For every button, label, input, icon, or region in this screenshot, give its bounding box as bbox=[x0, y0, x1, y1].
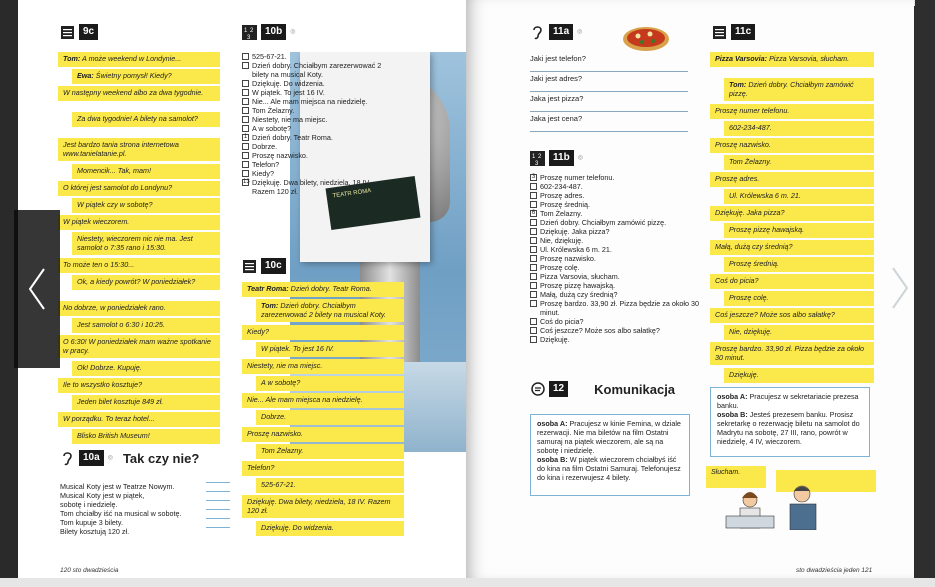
line-text: Dziękuję. bbox=[729, 370, 759, 379]
number-box[interactable] bbox=[530, 327, 537, 334]
dialogue-line bbox=[72, 198, 220, 213]
number-box[interactable] bbox=[530, 282, 537, 289]
line-text: Coś do picia? bbox=[715, 276, 759, 285]
dialogue-line bbox=[58, 138, 220, 161]
speech-text: Słucham. bbox=[711, 469, 741, 476]
item-text: 602-234-487. bbox=[540, 182, 583, 191]
list-item bbox=[530, 263, 700, 272]
item-text: Dobrze. bbox=[252, 142, 278, 151]
dialogue-line bbox=[72, 318, 220, 333]
dialogue-line bbox=[242, 495, 404, 518]
list-item bbox=[530, 317, 700, 326]
line-text: Ok, a kiedy powrót? W poniedziałek? bbox=[77, 277, 196, 286]
list-item bbox=[530, 191, 700, 200]
line-text: Ok! Dobrze. Kupuję. bbox=[77, 363, 142, 372]
dialogue-line bbox=[72, 275, 220, 290]
chevron-right-icon bbox=[889, 265, 911, 311]
ordering-list-10b bbox=[242, 52, 392, 196]
line-text: Dziękuję. Do widzenia. bbox=[261, 523, 334, 532]
list-item bbox=[530, 218, 700, 227]
dialogue-line bbox=[72, 112, 220, 127]
number-box[interactable] bbox=[242, 53, 249, 60]
statement-text: Musical Koty jest w Teatrze Nowym. bbox=[60, 482, 175, 491]
number-box[interactable] bbox=[530, 246, 537, 253]
statement-text: Tom chciałby iść na musical w sobotę. bbox=[60, 509, 182, 518]
question-row[interactable]: Jaka jest pizza? bbox=[530, 92, 688, 112]
chevron-left-icon bbox=[26, 266, 48, 312]
line-text: Jest samolot o 6:30 i 10:25. bbox=[77, 320, 165, 329]
section-number: 11b bbox=[549, 150, 574, 166]
line-text: Nie, dziękuję. bbox=[729, 327, 773, 336]
section-10c-header bbox=[242, 258, 286, 274]
number-box[interactable]: 1 bbox=[243, 134, 248, 140]
list-item bbox=[242, 142, 392, 151]
number-box[interactable]: 13 bbox=[243, 179, 250, 185]
speaker-label: Tom: bbox=[729, 80, 747, 89]
line-text: Jest bardzo tania strona internetowa www.tanielatanie.pl. bbox=[63, 140, 179, 158]
dialogue-line bbox=[710, 342, 874, 365]
list-item bbox=[242, 106, 392, 115]
dialogue-line bbox=[242, 427, 404, 442]
section-11c-header bbox=[712, 24, 755, 40]
dialogue-line bbox=[710, 138, 874, 153]
question-row[interactable]: Jaka jest cena? bbox=[530, 112, 688, 132]
prev-page-button[interactable] bbox=[14, 210, 60, 368]
number-box[interactable] bbox=[242, 125, 249, 132]
svg-text:1: 1 bbox=[532, 153, 536, 160]
line-text: Niestety, wieczorem nic nie ma. Jest samolot o 7:35 rano i 15:30. bbox=[77, 234, 193, 252]
line-text: Małą, dużą czy średnią? bbox=[715, 242, 793, 251]
viewer-bottom-strip bbox=[0, 578, 935, 587]
list-item bbox=[530, 272, 700, 281]
section-number: 11a bbox=[549, 24, 573, 40]
dialogue-line bbox=[72, 361, 220, 376]
number-box[interactable] bbox=[530, 300, 537, 307]
section-10a-header bbox=[60, 450, 199, 466]
dialogue-line bbox=[72, 429, 220, 444]
section-number: 9c bbox=[79, 24, 98, 40]
dialogue-line bbox=[710, 104, 874, 119]
list-item bbox=[242, 61, 392, 79]
section-number: 12 bbox=[549, 381, 568, 397]
dialogue-line bbox=[58, 52, 220, 67]
section-12-header bbox=[530, 381, 675, 397]
pizza-image bbox=[622, 22, 670, 52]
number-box[interactable]: 6 bbox=[531, 210, 536, 216]
number-box[interactable] bbox=[242, 62, 249, 69]
role-card-b bbox=[710, 387, 870, 457]
list-item bbox=[530, 254, 700, 263]
item-text: Proszę numer telefonu. bbox=[540, 173, 615, 182]
item-text: Proszę adres. bbox=[540, 191, 585, 200]
line-text: Dzień dobry. Teatr Roma. bbox=[290, 284, 372, 293]
line-text: Dzień dobry. Chciałbym zarezerwować 2 bilety na musical Koty. bbox=[261, 301, 386, 319]
number-box[interactable] bbox=[530, 201, 537, 208]
statement-item bbox=[60, 482, 230, 491]
dialogue-line bbox=[724, 121, 874, 136]
line-text: Ile to wszystko kosztuje? bbox=[63, 380, 143, 389]
dialogue-line bbox=[710, 240, 874, 255]
line-text: Za dwa tygodnie! A bilety na samolot? bbox=[77, 114, 198, 123]
line-text: Coś jeszcze? Może sos albo sałatkę? bbox=[715, 310, 835, 319]
number-box[interactable] bbox=[242, 116, 249, 123]
item-text: Dziękuję. Jaka pizza? bbox=[540, 227, 610, 236]
item-text: A w sobotę? bbox=[252, 124, 292, 133]
statement-item bbox=[60, 491, 230, 500]
item-text: Tom Żelazny. bbox=[252, 106, 295, 115]
list-item bbox=[530, 326, 700, 335]
number-box[interactable]: 3 bbox=[531, 174, 536, 180]
numbering-icon bbox=[242, 25, 257, 40]
line-text: Proszę średnią. bbox=[729, 259, 779, 268]
dialogue-line bbox=[58, 181, 220, 196]
dialogue-line bbox=[242, 282, 404, 297]
item-text: Proszę średnią. bbox=[540, 200, 590, 209]
number-box[interactable] bbox=[530, 255, 537, 262]
line-text: Dobrze. bbox=[261, 412, 287, 421]
number-box[interactable] bbox=[242, 107, 249, 114]
true-false-list bbox=[60, 482, 230, 536]
line-text: Jeden bilet kosztuje 849 zł. bbox=[77, 397, 164, 406]
text-icon bbox=[712, 25, 727, 40]
line-text: Proszę colę. bbox=[729, 293, 769, 302]
statement-item bbox=[60, 518, 230, 527]
answer-line[interactable] bbox=[206, 527, 230, 528]
list-item bbox=[530, 290, 700, 299]
item-text: Tom Żelazny. bbox=[540, 209, 583, 218]
answer-line[interactable] bbox=[206, 509, 230, 510]
text-icon bbox=[242, 259, 257, 274]
text-icon bbox=[60, 25, 75, 40]
dialogue-line bbox=[724, 291, 874, 306]
line-text: Nie... Ale mam miejsca na niedzielę. bbox=[247, 395, 363, 404]
dialogue-line bbox=[724, 78, 874, 101]
dialogue-line bbox=[58, 378, 220, 393]
number-box[interactable] bbox=[242, 80, 249, 87]
line-text: W piątek czy w sobotę? bbox=[77, 200, 153, 209]
line-text: Tom Żelazny. bbox=[729, 157, 772, 166]
number-box[interactable] bbox=[242, 143, 249, 150]
question-row[interactable]: Jaki jest telefon? bbox=[530, 52, 688, 72]
item-text: Niestety, nie ma miejsc. bbox=[252, 115, 328, 124]
statement-item bbox=[60, 509, 230, 518]
section-11a-header bbox=[530, 24, 582, 40]
role-card-a bbox=[530, 414, 690, 496]
section-number: 11c bbox=[731, 24, 755, 40]
line-text: Blisko British Museum! bbox=[77, 431, 150, 440]
dialogue-line bbox=[256, 376, 404, 391]
item-text: Kiedy? bbox=[252, 169, 274, 178]
statement-text: Tom kupuje 3 bilety. bbox=[60, 518, 123, 527]
dialogue-line bbox=[58, 215, 220, 230]
dialogue-line bbox=[58, 86, 220, 101]
role-label: osoba B: bbox=[717, 410, 748, 419]
section-number: 10a bbox=[79, 450, 104, 466]
line-text: Dziękuję. Jaka pizza? bbox=[715, 208, 785, 217]
role-label: osoba A: bbox=[537, 419, 568, 428]
dialogue-line bbox=[724, 368, 874, 383]
line-text: Pizza Varsovia, słucham. bbox=[769, 54, 850, 63]
speech-icon bbox=[530, 382, 545, 397]
line-text: Proszę pizzę hawajską. bbox=[729, 225, 805, 234]
section-9c-header bbox=[60, 24, 98, 40]
dialogue-line bbox=[724, 189, 874, 204]
dialogue-line bbox=[58, 301, 220, 316]
cd-track-icon: ◎ bbox=[290, 29, 296, 35]
cd-track-icon: ◎ bbox=[577, 29, 583, 35]
page-number: sto dwadzieścia jeden 121 bbox=[796, 567, 873, 574]
dialogue-line bbox=[256, 521, 404, 536]
svg-text:3: 3 bbox=[247, 34, 251, 40]
item-text: Telefon? bbox=[252, 160, 280, 169]
number-box[interactable] bbox=[530, 228, 537, 235]
phone-call-illustration bbox=[706, 464, 876, 530]
item-text: Coś do picia? bbox=[540, 317, 584, 326]
section-number: 10c bbox=[261, 258, 286, 274]
line-text: To może ten o 15:30... bbox=[63, 260, 135, 269]
list-item bbox=[530, 236, 700, 245]
svg-text:3: 3 bbox=[535, 160, 539, 166]
number-box[interactable] bbox=[530, 219, 537, 226]
number-box[interactable] bbox=[242, 89, 249, 96]
role-label: osoba A: bbox=[717, 392, 748, 401]
list-item bbox=[530, 200, 700, 209]
speaker-label: Tom: bbox=[261, 301, 279, 310]
list-item bbox=[530, 209, 700, 218]
number-box[interactable] bbox=[530, 318, 537, 325]
list-item bbox=[242, 151, 392, 160]
role-text: Pracujesz w kinie Femina, w dziale rezerwacji. Nie ma biletów na film Ostatni samuraj na piątek wieczorem, ale są na sobotę i niedzielę. bbox=[537, 419, 681, 455]
line-text: Telefon? bbox=[247, 463, 275, 472]
list-item bbox=[242, 169, 392, 178]
item-text: Dziękuję. bbox=[540, 335, 570, 344]
questions-11a bbox=[530, 52, 688, 132]
statement-item bbox=[60, 500, 230, 509]
dialogue-line bbox=[724, 223, 874, 238]
item-text: Nie... Ale mam miejsca na niedzielę. bbox=[252, 97, 368, 106]
dialogue-line bbox=[72, 69, 220, 84]
dialogue-line bbox=[724, 257, 874, 272]
item-text: Dziękuję. Do widzenia. bbox=[252, 79, 325, 88]
dialogue-line bbox=[724, 325, 874, 340]
line-text: Kiedy? bbox=[247, 327, 269, 336]
item-text: Coś jeszcze? Może sos albo sałatkę? bbox=[540, 326, 660, 335]
answer-line[interactable] bbox=[206, 491, 230, 492]
line-text: Dziękuję. Dwa bilety, niedziela, 18 IV. Razem 120 zł. bbox=[247, 497, 391, 515]
dialogue-line bbox=[58, 258, 220, 273]
item-text: Dziękuję. Dwa bilety, niedziela, 18 IV. Razem 120 zł. bbox=[252, 178, 371, 196]
page-number: 120 sto dwadzieścia bbox=[60, 567, 119, 574]
item-text: Dzień dobry. Chciałbym zamówić pizzę. bbox=[540, 218, 667, 227]
dialogue-line bbox=[256, 342, 404, 357]
item-text: Proszę nazwisko. bbox=[540, 254, 596, 263]
list-item bbox=[530, 281, 700, 290]
number-box[interactable] bbox=[530, 273, 537, 280]
line-text: Proszę nazwisko. bbox=[247, 429, 303, 438]
list-item bbox=[242, 115, 392, 124]
number-box[interactable] bbox=[530, 336, 537, 343]
line-text: Proszę numer telefonu. bbox=[715, 106, 790, 115]
dialogue-line bbox=[710, 308, 874, 323]
item-text: Dzień dobry. Teatr Roma. bbox=[252, 133, 333, 142]
answer-line[interactable] bbox=[206, 482, 230, 483]
list-item bbox=[242, 124, 392, 133]
role-text: Pracujesz w sekretariacie prezesa banku. bbox=[717, 392, 859, 410]
speaker-label: Teatr Roma: bbox=[247, 284, 289, 293]
dialogue-line bbox=[256, 410, 404, 425]
item-text: Ul. Królewska 6 m. 21. bbox=[540, 245, 612, 254]
dialogue-line bbox=[710, 274, 874, 289]
dialogue-line bbox=[242, 393, 404, 408]
dialogue-line bbox=[256, 444, 404, 459]
number-box[interactable] bbox=[242, 170, 249, 177]
ear-icon bbox=[530, 25, 545, 40]
dialogue-line bbox=[710, 206, 874, 221]
number-box[interactable] bbox=[530, 264, 537, 271]
role-label: osoba B: bbox=[537, 455, 568, 464]
dialogue-line bbox=[724, 155, 874, 170]
line-text: W piątek. To jest 16 IV. bbox=[261, 344, 335, 353]
list-item bbox=[530, 299, 700, 317]
list-item bbox=[530, 227, 700, 236]
cd-track-icon: ◎ bbox=[107, 455, 113, 461]
cd-track-icon: ◎ bbox=[577, 155, 583, 161]
section-10b-header bbox=[242, 24, 295, 40]
line-text: Ul. Królewska 6 m. 21. bbox=[729, 191, 801, 200]
ticket-label: TEATR ROMA bbox=[332, 188, 372, 200]
list-item bbox=[242, 160, 392, 169]
svg-text:1: 1 bbox=[244, 27, 248, 34]
line-text: Świetny pomysł! Kiedy? bbox=[95, 71, 172, 80]
item-text: W piątek. To jest 16 IV. bbox=[252, 88, 325, 97]
item-text: Nie, dziękuję. bbox=[540, 236, 584, 245]
dialogue-line bbox=[72, 164, 220, 179]
dialogue-line bbox=[242, 325, 404, 340]
list-item bbox=[242, 178, 392, 196]
list-item bbox=[242, 79, 392, 88]
dialogue-line bbox=[710, 172, 874, 187]
line-text: 602-234-487. bbox=[729, 123, 772, 132]
item-text: Proszę pizzę hawajską. bbox=[540, 281, 616, 290]
item-text: 525-67-21. bbox=[252, 52, 287, 61]
line-text: O której jest samolot do Londynu? bbox=[63, 183, 173, 192]
line-text: No dobrze, w poniedziałek rano. bbox=[63, 303, 166, 312]
right-page bbox=[466, 0, 914, 578]
item-text: Proszę colę. bbox=[540, 263, 580, 272]
line-text: A w sobotę? bbox=[261, 378, 301, 387]
next-page-button[interactable] bbox=[880, 258, 920, 318]
dialogue-line bbox=[58, 412, 220, 427]
list-item bbox=[530, 182, 700, 191]
statement-text: Musical Koty jest w piątek, bbox=[60, 491, 145, 500]
number-box[interactable] bbox=[530, 237, 537, 244]
section-title: Tak czy nie? bbox=[122, 450, 200, 466]
list-item bbox=[530, 173, 700, 182]
speaker-label: Tom: bbox=[63, 54, 81, 63]
statement-text: Bilety kosztują 120 zł. bbox=[60, 527, 130, 536]
number-box[interactable] bbox=[530, 192, 537, 199]
dialogue-line bbox=[256, 478, 404, 493]
list-item bbox=[530, 245, 700, 254]
line-text: Proszę bardzo. 33,90 zł. Pizza będzie za około 30 minut. bbox=[715, 344, 865, 362]
line-text: Niestety, nie ma miejsc. bbox=[247, 361, 323, 370]
list-item bbox=[242, 52, 392, 61]
line-text: O 6:30! W poniedziałek mam ważne spotkanie w pracy. bbox=[63, 337, 211, 355]
numbering-icon bbox=[530, 151, 545, 166]
number-box[interactable] bbox=[242, 98, 249, 105]
line-text: Proszę adres. bbox=[715, 174, 760, 183]
list-item bbox=[242, 97, 392, 106]
ordering-list-11b bbox=[530, 173, 700, 344]
line-text: W piątek wieczorem. bbox=[63, 217, 130, 226]
dialogue-line bbox=[710, 52, 874, 67]
svg-text:2: 2 bbox=[538, 153, 542, 160]
role-text: W piątek wieczorem chciałbyś iść do kina na film Ostatni Samuraj. Telefonujesz do kina i rezerwujesz 4 bilety. bbox=[537, 455, 681, 482]
question-row[interactable]: Jaki jest adres? bbox=[530, 72, 688, 92]
line-text: W następny weekend albo za dwa tygodnie. bbox=[63, 88, 204, 97]
dialogue-line bbox=[256, 299, 404, 322]
item-text: Proszę bardzo. 33,90 zł. Pizza będzie za około 30 minut. bbox=[540, 299, 700, 317]
line-text: Momencik... Tak, mam! bbox=[77, 166, 152, 175]
dialogue-line bbox=[72, 395, 220, 410]
svg-text:2: 2 bbox=[250, 27, 254, 34]
list-item bbox=[242, 133, 392, 142]
item-text: Proszę nazwisko. bbox=[252, 151, 308, 160]
role-text: Jesteś prezesem banku. Prosisz sekretarkę o rezerwację biletu na samolot do Madrytu na sobotę, 27 III, rano, powrót w niedzielę, 4 IV, wieczorem. bbox=[717, 410, 860, 446]
answer-line[interactable] bbox=[206, 500, 230, 501]
number-box[interactable] bbox=[242, 161, 249, 168]
line-text: A może weekend w Londynie... bbox=[82, 54, 182, 63]
dialogue-line bbox=[72, 232, 220, 255]
line-text: 525-67-21. bbox=[261, 480, 296, 489]
item-text: Dzień dobry. Chciałbym zarezerwować 2 bilety na musical Koty. bbox=[252, 61, 382, 79]
line-text: W porządku. To teraz hotel... bbox=[63, 414, 155, 423]
section-number: 10b bbox=[261, 24, 286, 40]
dialogue-line bbox=[242, 461, 404, 476]
statement-text: sobotę i niedzielę. bbox=[60, 500, 118, 509]
speaker-label: Pizza Varsovia: bbox=[715, 54, 768, 63]
line-text: Tom Żelazny. bbox=[261, 446, 304, 455]
number-box[interactable] bbox=[242, 152, 249, 159]
speaker-label: Ewa: bbox=[77, 71, 94, 80]
list-item bbox=[530, 335, 700, 344]
left-page bbox=[18, 0, 466, 578]
line-text: Proszę nazwisko. bbox=[715, 140, 771, 149]
item-text: Pizza Varsovia, słucham. bbox=[540, 272, 620, 281]
list-item bbox=[242, 88, 392, 97]
line-text: Dzień dobry. Chciałbym zamówić pizzę. bbox=[729, 80, 854, 98]
dialogue-line bbox=[242, 359, 404, 374]
section-title: Komunikacja bbox=[594, 381, 676, 397]
section-11b-header bbox=[530, 150, 583, 166]
item-text: Małą, dużą czy średnią? bbox=[540, 290, 618, 299]
number-box[interactable] bbox=[530, 291, 537, 298]
number-box[interactable] bbox=[530, 183, 537, 190]
ear-icon bbox=[60, 451, 75, 466]
answer-line[interactable] bbox=[206, 518, 230, 519]
statement-item bbox=[60, 527, 230, 536]
dialogue-line bbox=[58, 335, 220, 358]
